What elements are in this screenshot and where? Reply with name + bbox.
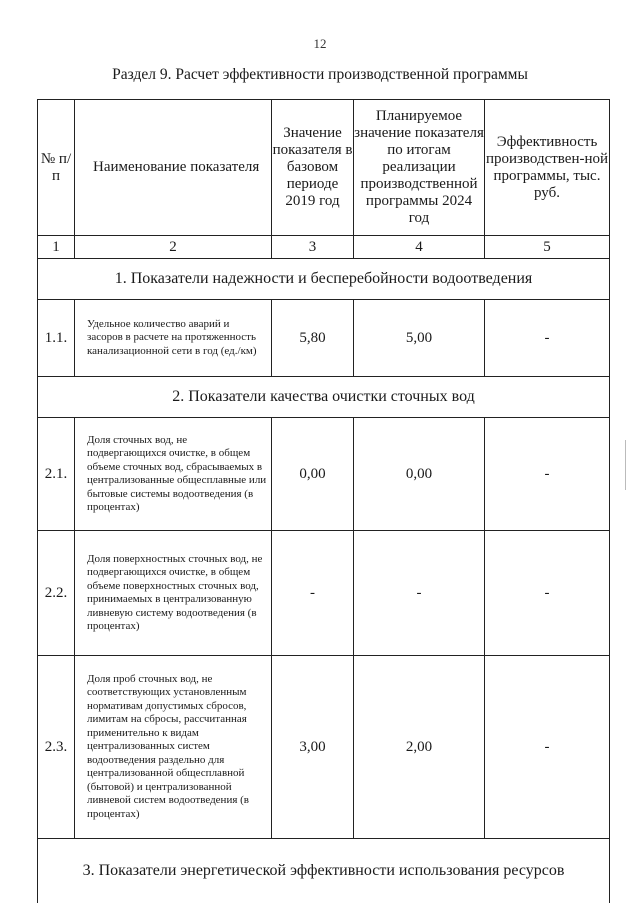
row-base-value: 0,00 xyxy=(272,418,354,531)
page-number: 12 xyxy=(313,36,327,51)
table-row xyxy=(38,531,610,656)
header-base-value: Значение показателя в базовом периоде 2019 год xyxy=(272,100,354,236)
row-indicator-name: Доля проб сточных вод, не соответствующих установленным нормативам допустимых сбросов, лимитам на сбросы, рассчитанная применительно к видам централизованных систем водоотведения раздельно для централизованной общесплавной (бытовой) и централизованной ливневой систем водоотведения (в процентах) xyxy=(75,656,272,839)
column-number: 4 xyxy=(354,236,485,259)
header-efficiency: Эффективность производствен-ной программы, тыс. руб. xyxy=(485,100,610,236)
section-title: 3. Показатели энергетической эффективности использования ресурсов xyxy=(38,839,610,904)
table-row xyxy=(38,300,610,377)
section-title: 1. Показатели надежности и бесперебойности водоотведения xyxy=(38,259,610,300)
row-base-value: 5,80 xyxy=(272,300,354,377)
row-planned-value: 0,00 xyxy=(354,418,485,531)
section-header-row xyxy=(38,259,610,300)
column-number: 5 xyxy=(485,236,610,259)
row-index: 2.2. xyxy=(38,531,75,656)
section-header-row xyxy=(38,377,610,418)
row-indicator-name: Доля сточных вод, не подвергающихся очистке, в общем объеме сточных вод, сбрасываемых в централизованные общесплавные или бытовые системы водоотведения (в процентах) xyxy=(75,418,272,531)
row-index: 2.3. xyxy=(38,656,75,839)
page-title: Раздел 9. Расчет эффективности производственной программы xyxy=(112,66,528,83)
column-numbers-row xyxy=(38,236,610,259)
row-index: 2.1. xyxy=(38,418,75,531)
table-row xyxy=(38,418,610,531)
table-header-row xyxy=(38,100,610,236)
row-planned-value: - xyxy=(354,531,485,656)
row-indicator-name: Доля поверхностных сточных вод, не подвергающихся очистке, в общем объеме поверхностных сточных вод, принимаемых в централизованную ливневую систему водоотведения (в процентах) xyxy=(75,531,272,656)
efficiency-table xyxy=(37,99,610,903)
table-row xyxy=(38,656,610,839)
row-base-value: 3,00 xyxy=(272,656,354,839)
row-planned-value: 5,00 xyxy=(354,300,485,377)
column-number: 1 xyxy=(38,236,75,259)
section-header-row xyxy=(38,839,610,904)
column-number: 3 xyxy=(272,236,354,259)
row-index: 1.1. xyxy=(38,300,75,377)
row-efficiency: - xyxy=(485,300,610,377)
row-planned-value: 2,00 xyxy=(354,656,485,839)
header-indicator-name: Наименование показателя xyxy=(75,100,272,236)
row-efficiency: - xyxy=(485,531,610,656)
column-number: 2 xyxy=(75,236,272,259)
row-efficiency: - xyxy=(485,656,610,839)
header-planned-value: Планируемое значение показателя по итогам реализации производственной программы 2024 год xyxy=(354,100,485,236)
section-title: 2. Показатели качества очистки сточных вод xyxy=(38,377,610,418)
row-base-value: - xyxy=(272,531,354,656)
header-index: № п/п xyxy=(38,100,75,236)
row-indicator-name: Удельное количество аварий и засоров в расчете на протяженность канализационной сети в год (ед./км) xyxy=(75,300,272,377)
scan-margin-mark xyxy=(625,440,630,490)
row-efficiency: - xyxy=(485,418,610,531)
